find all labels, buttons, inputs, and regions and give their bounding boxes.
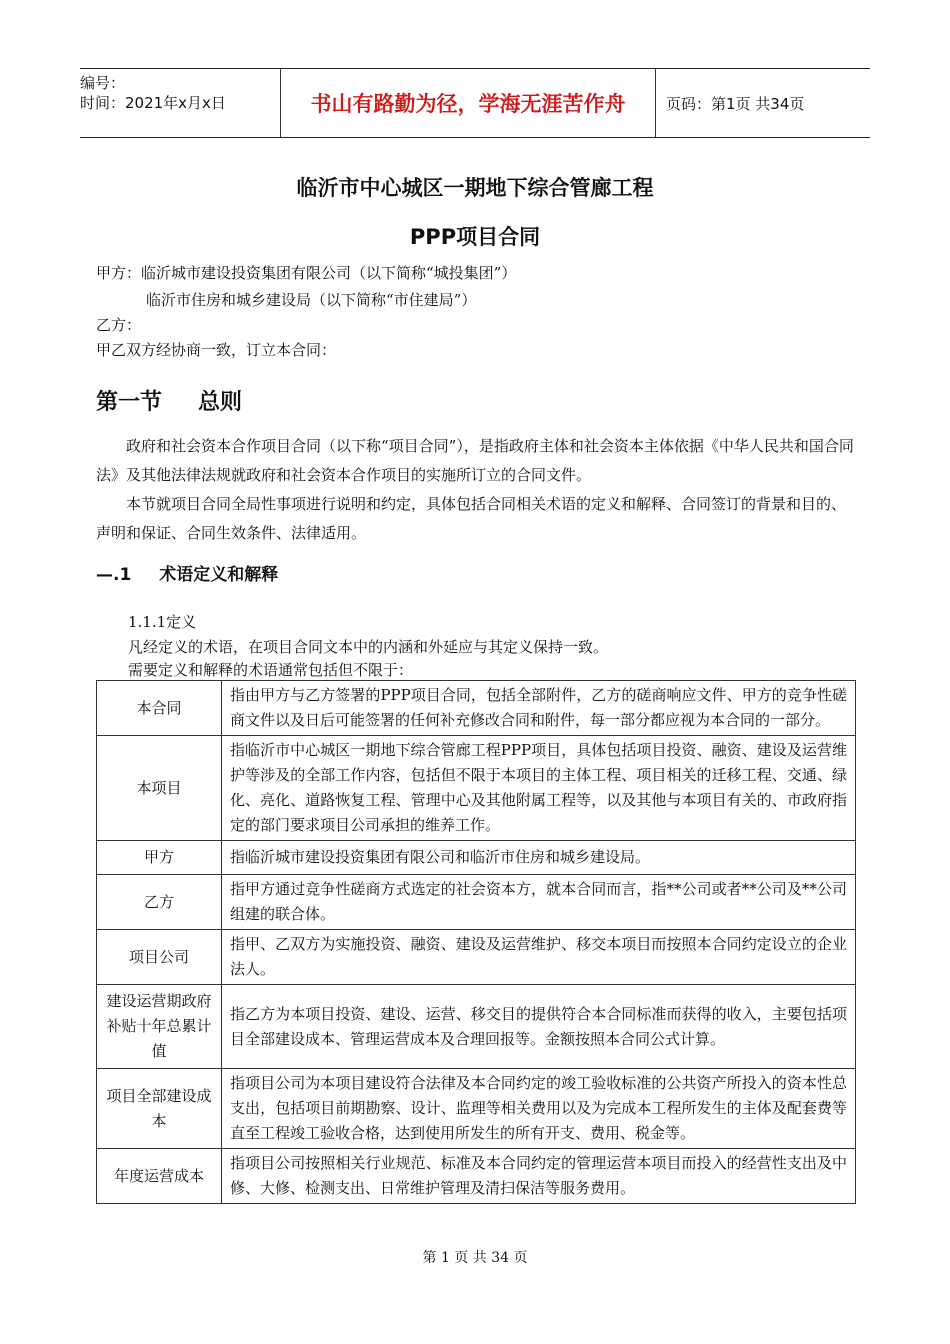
section-number: 第一节: [96, 390, 163, 415]
term-cell: 甲方: [97, 841, 222, 875]
page-header: [80, 68, 870, 138]
subsection-heading: [96, 560, 278, 585]
terms-table: [96, 680, 856, 1204]
section-heading: [96, 385, 242, 416]
party-a-line2: 临沂市住房和城乡建设局（以下简称“市住建局”）: [146, 291, 477, 309]
definition-cell: 指乙方为本项目投资、建设、运营、移交目的提供符合本合同标准而获得的收入，主要包括项目全部建设成本、管理运营成本及合理回报等。金额按照本合同公式计算。: [222, 985, 856, 1069]
definition-cell: 指临沂城市建设投资集团有限公司和临沂市住房和城乡建设局。: [222, 841, 856, 875]
header-meta: [80, 69, 280, 137]
section-title: 总则: [198, 390, 243, 415]
table-row: [97, 1069, 856, 1149]
header-motto: 书山有路勤为径，学海无涯苦作舟: [280, 69, 656, 137]
definition-cell: 指临沂市中心城区一期地下综合管廊工程PPP项目，具体包括项目投资、融资、建设及运营维护等涉及的全部工作内容，包括但不限于本项目的主体工程、项目相关的迁移工程、交通、绿化、亮化、道路恢复工程、管理中心及其他附属工程等，以及其他与本项目有关的、市政府指定的部门要求项目公司承担的维养工作。: [222, 736, 856, 841]
header-number: 编号：: [80, 74, 126, 92]
header-time: 时间：2021年x月x日: [80, 94, 226, 112]
party-b-line: 乙方：: [96, 316, 142, 334]
clause-text-2: 需要定义和解释的术语通常包括但不限于：: [128, 661, 414, 679]
table-row: [97, 1149, 856, 1204]
header-page-info: 页码：第1页 共34页: [666, 94, 805, 113]
table-row: [97, 736, 856, 841]
term-cell: 建设运营期政府补贴十年总累计值: [97, 985, 222, 1069]
section-paragraph-1: 政府和社会资本合作项目合同（以下称“项目合同”），是指政府主体和社会资本主体依据《中华人民共和国合同法》及其他法律法规就政府和社会资本合作项目的实施所订立的合同文件。: [96, 437, 854, 484]
table-row: [97, 875, 856, 930]
table-row: [97, 985, 856, 1069]
term-cell: 年度运营成本: [97, 1149, 222, 1204]
definition-cell: 指项目公司为本项目建设符合法律及本合同约定的竣工验收标准的公共资产所投入的资本性总支出，包括项目前期勘察、设计、监理等相关费用以及为完成本工程所发生的主体及配套费等直至工程竣工验收合格，达到使用所发生的所有开支、费用、税金等。: [222, 1069, 856, 1149]
agreement-line: 甲乙双方经协商一致，订立本合同：: [96, 341, 337, 359]
document-title: 临沂市中心城区一期地下综合管廊工程: [296, 176, 654, 200]
table-row: [97, 930, 856, 985]
section-paragraph-2: 本节就项目合同全局性事项进行说明和约定，具体包括合同相关术语的定义和解释、合同签订的背景和目的、声明和保证、合同生效条件、法律适用。: [96, 495, 847, 542]
term-cell: 项目全部建设成本: [97, 1069, 222, 1149]
definition-cell: 指项目公司按照相关行业规范、标准及本合同约定的管理运营本项目而投入的经营性支出及中修、大修、检测支出、日常维护管理及清扫保洁等服务费用。: [222, 1149, 856, 1204]
term-cell: 本合同: [97, 681, 222, 736]
document-subtitle: PPP项目合同: [409, 225, 541, 249]
clause-heading: 1.1.1定义: [128, 613, 197, 631]
clause-text-1: 凡经定义的术语，在项目合同文本中的内涵和外延应与其定义保持一致。: [128, 638, 609, 656]
party-a-line1: 甲方：临沂城市建设投资集团有限公司（以下简称“城投集团”）: [96, 264, 517, 282]
subsection-number: —.1: [96, 565, 132, 585]
table-row: [97, 681, 856, 736]
page-footer: 第 1 页 共 34 页: [422, 1250, 528, 1266]
term-cell: 乙方: [97, 875, 222, 930]
subsection-title: 术语定义和解释: [159, 565, 279, 585]
definition-cell: 指由甲方与乙方签署的PPP项目合同，包括全部附件，乙方的磋商响应文件、甲方的竞争性磋商文件以及日后可能签署的任何补充修改合同和附件，每一部分都应视为本合同的一部分。: [222, 681, 856, 736]
term-cell: 项目公司: [97, 930, 222, 985]
definition-cell: 指甲方通过竞争性磋商方式选定的社会资本方，就本合同而言，指**公司或者**公司及**公司组建的联合体。: [222, 875, 856, 930]
definition-cell: 指甲、乙双方为实施投资、融资、建设及运营维护、移交本项目而按照本合同约定设立的企业法人。: [222, 930, 856, 985]
table-row: [97, 841, 856, 875]
term-cell: 本项目: [97, 736, 222, 841]
